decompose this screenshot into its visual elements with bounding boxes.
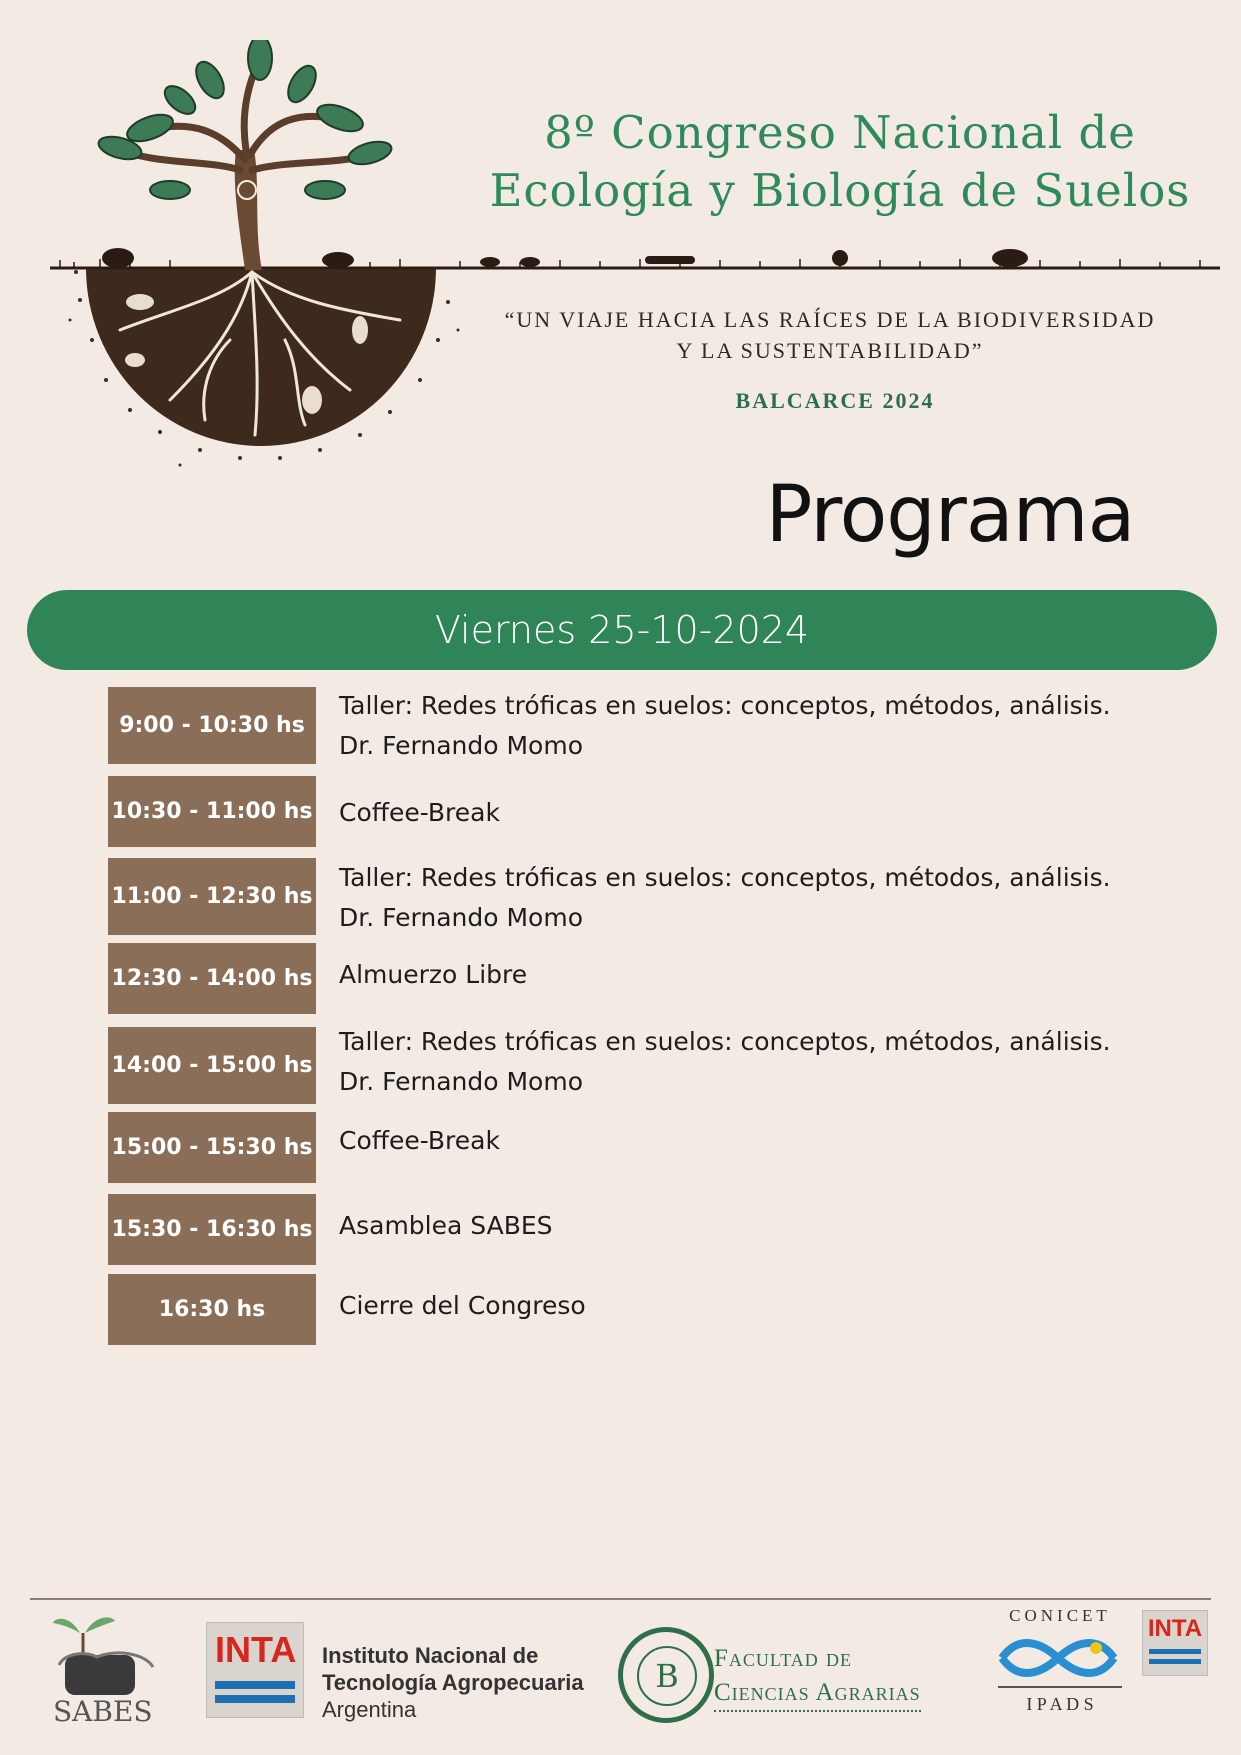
activity-title: Asamblea SABES	[339, 1211, 553, 1240]
activity-title: Coffee-Break	[339, 798, 500, 827]
congress-title-line2: Ecología y Biología de Suelos	[489, 164, 1191, 217]
ipads-label: I P A D S	[1026, 1694, 1094, 1714]
activity-title: Taller: Redes tróficas en suelos: conceptos, métodos, análisis.	[339, 863, 1111, 892]
activity-speaker: Dr. Fernando Momo	[339, 1067, 583, 1096]
activity-title: Cierre del Congreso	[339, 1291, 586, 1320]
time-slot: 12:30 - 14:00 hs	[108, 943, 316, 1014]
inta-name-line2: Tecnología Agropecuaria	[322, 1670, 584, 1695]
inta-small-logo-text: INTA	[1147, 1615, 1203, 1642]
activity	[339, 858, 1199, 938]
congress-motto	[440, 304, 1220, 366]
place-year: BALCARCE 2024	[735, 388, 935, 413]
faculty-seal-letter: B	[637, 1646, 697, 1706]
activity-title: Taller: Redes tróficas en suelos: conceptos, métodos, análisis.	[339, 691, 1111, 720]
conicet-label: CONICET	[1009, 1606, 1111, 1625]
time-slot: 15:30 - 16:30 hs	[108, 1194, 316, 1265]
activity	[339, 1121, 1199, 1161]
activity-speaker: Dr. Fernando Momo	[339, 903, 583, 932]
inta-small-logo	[1142, 1610, 1208, 1676]
faculty-name-line2: Ciencias Agrarias	[714, 1676, 921, 1712]
activity	[339, 686, 1199, 766]
inta-logo-text: INTA	[215, 1629, 297, 1670]
motto-line1: “UN VIAJE HACIA LAS RAÍCES DE LA BIODIVERSIDAD	[504, 307, 1156, 332]
activity	[339, 1286, 1199, 1326]
faculty-name	[714, 1642, 921, 1712]
activity-speaker: Dr. Fernando Momo	[339, 731, 583, 760]
inta-name	[322, 1642, 584, 1723]
sabes-logo	[45, 1605, 165, 1730]
day-banner: Viernes 25-10-2024	[27, 590, 1217, 670]
ipads-divider	[998, 1686, 1122, 1688]
time-slot: 10:30 - 11:00 hs	[108, 776, 316, 847]
time-slot: 16:30 hs	[108, 1274, 316, 1345]
activity	[339, 1022, 1199, 1102]
faculty-seal	[618, 1627, 714, 1723]
activity	[339, 955, 1199, 995]
congress-title-line1: 8º Congreso Nacional de	[544, 106, 1136, 159]
motto-line2: Y LA SUSTENTABILIDAD”	[676, 338, 984, 363]
activity-title: Coffee-Break	[339, 1126, 500, 1155]
activity-title: Almuerzo Libre	[339, 960, 528, 989]
section-title: Programa	[765, 470, 1135, 560]
time-slot: 14:00 - 15:00 hs	[108, 1027, 316, 1104]
sabes-logo-text: SABES	[53, 1695, 153, 1728]
faculty-name-line1: Facultad de	[714, 1645, 853, 1672]
inta-name-line3: Argentina	[322, 1697, 417, 1722]
congress-title	[470, 104, 1210, 220]
inta-logo	[206, 1622, 304, 1718]
activity	[339, 793, 1199, 833]
inta-name-line1: Instituto Nacional de	[322, 1643, 539, 1668]
activity-title: Taller: Redes tróficas en suelos: conceptos, métodos, análisis.	[339, 1027, 1111, 1056]
activity	[339, 1206, 1199, 1246]
time-slot: 9:00 - 10:30 hs	[108, 687, 316, 764]
time-slot: 11:00 - 12:30 hs	[108, 858, 316, 935]
time-slot: 15:00 - 15:30 hs	[108, 1112, 316, 1183]
footer-divider	[30, 1598, 1211, 1600]
ipads-logo-icon	[996, 1634, 1120, 1682]
